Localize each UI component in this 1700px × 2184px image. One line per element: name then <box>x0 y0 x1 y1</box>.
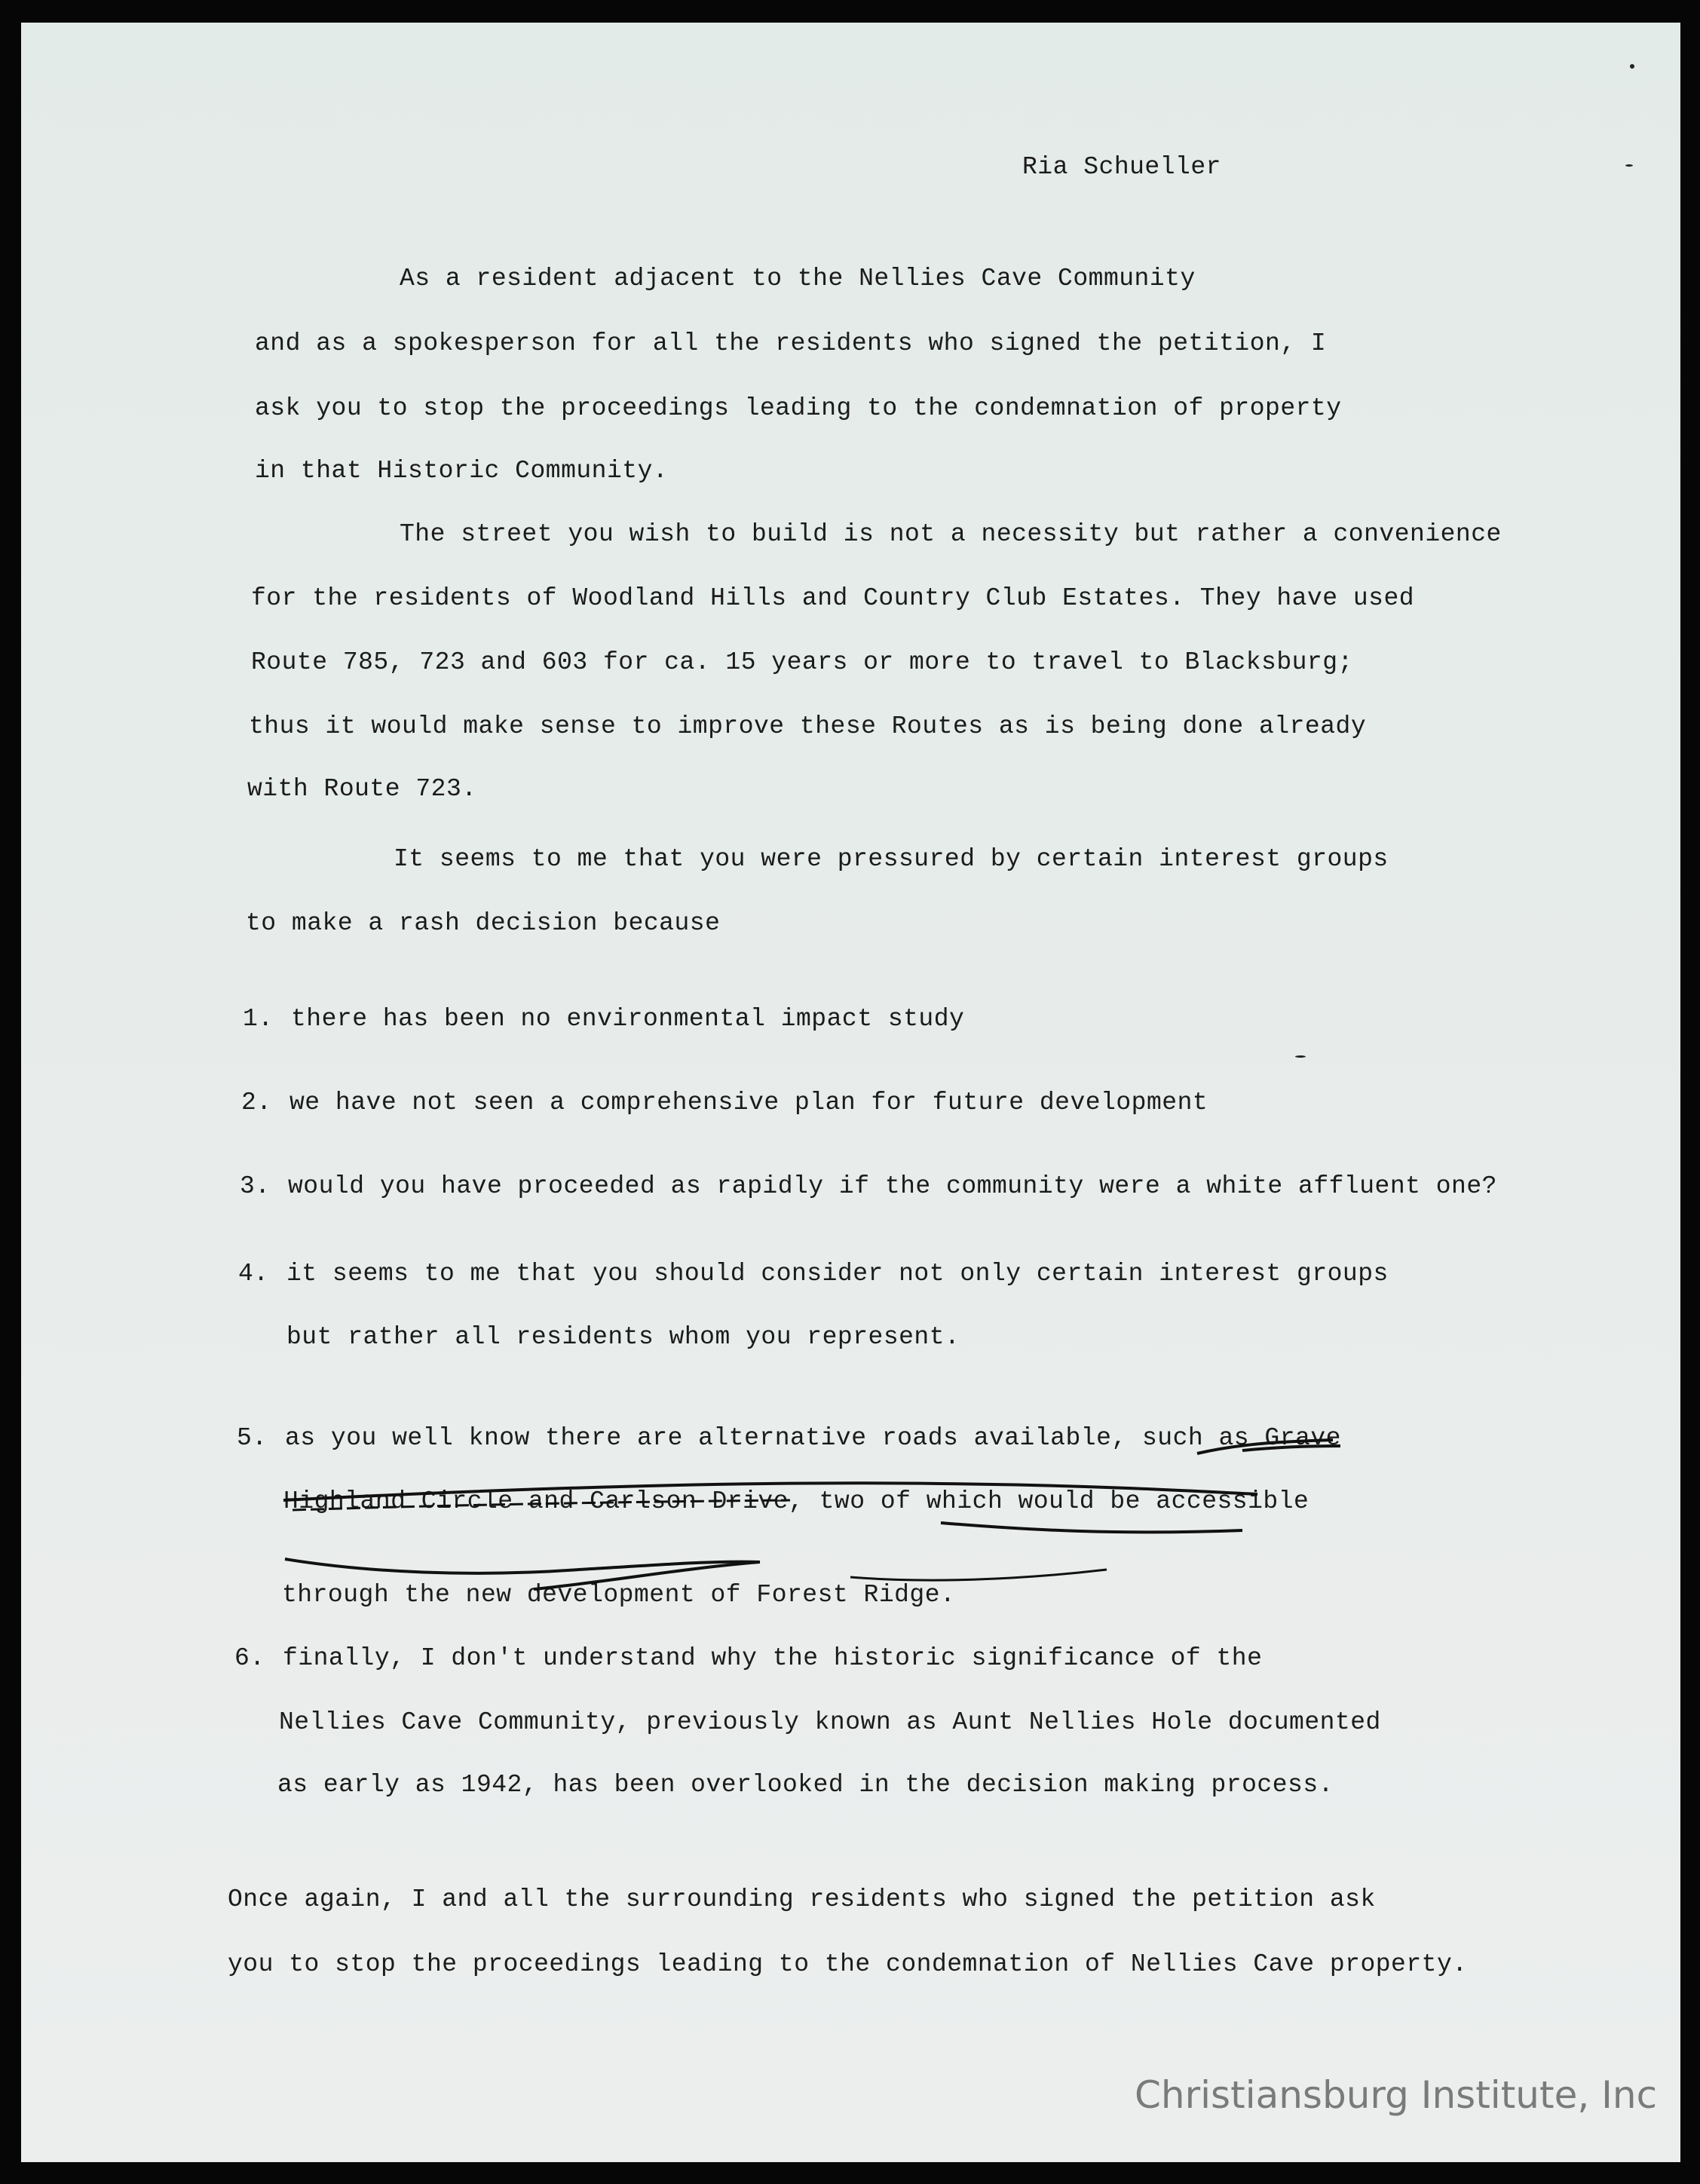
list-number: 3. <box>240 1172 271 1200</box>
letter-page <box>21 23 1680 2162</box>
list-item <box>234 1643 1262 1674</box>
paper-speck <box>1295 1055 1306 1058</box>
paper-speck <box>1630 64 1634 69</box>
paragraph-2-line: with Route 723. <box>247 775 477 803</box>
list-item <box>241 1088 1208 1118</box>
paragraph-2-line: thus it would make sense to improve these Routes as is being done already <box>249 712 1367 740</box>
closing-line: you to stop the proceedings leading to the condemnation of Nellies Cave property. <box>228 1950 1468 1978</box>
paragraph-2-line: The street you wish to build is not a necessity but rather a convenience <box>400 520 1502 548</box>
list-number: 6. <box>234 1644 265 1672</box>
paragraph-2-line: for the residents of Woodland Hills and Country Club Estates. They have used <box>251 584 1415 612</box>
list-number: 1. <box>243 1005 274 1033</box>
list-item-continuation: as early as 1942, has been overlooked in the decision making process. <box>277 1771 1334 1799</box>
paragraph-2-line: Route 785, 723 and 603 for ca. 15 years or more to travel to Blacksburg; <box>251 648 1353 676</box>
paragraph-1-line: As a resident adjacent to the Nellies Cave Community <box>400 265 1196 293</box>
list-item-continuation: but rather all residents whom you represent. <box>286 1323 960 1351</box>
author-name: Ria Schueller <box>1022 153 1221 181</box>
list-text: we have not seen a comprehensive plan for future development <box>289 1089 1208 1117</box>
list-text: there has been no environmental impact study <box>291 1005 965 1033</box>
list-number: 2. <box>241 1089 272 1117</box>
list-item-continuation: Nellies Cave Community, previously known as Aunt Nellies Hole documented <box>279 1708 1381 1736</box>
paragraph-1-line: and as a spokesperson for all the residents who signed the petition, I <box>255 329 1327 357</box>
list-text: finally, I don't understand why the historic significance of the <box>283 1644 1263 1672</box>
list-number: 4. <box>238 1260 269 1288</box>
struck-through-line: through the new development of Forest Ridge. <box>282 1581 956 1609</box>
paragraph-1-line: ask you to stop the proceedings leading to the condemnation of property <box>255 394 1342 422</box>
paragraph-3-line: It seems to me that you were pressured by certain interest groups <box>394 845 1389 873</box>
list-item <box>240 1172 1497 1202</box>
closing-line: Once again, I and all the surrounding residents who signed the petition ask <box>228 1885 1376 1913</box>
list-text: would you have proceeded as rapidly if the community were a white affluent one? <box>288 1172 1497 1200</box>
list-item <box>243 1004 964 1034</box>
paragraph-1-line: in that Historic Community. <box>255 457 669 485</box>
paragraph-3-line: to make a rash decision because <box>246 909 721 937</box>
struck-through-line: Highland Circle and Carlson Drive, two of which would be accessible <box>283 1487 1309 1515</box>
list-text: as you well know there are alternative roads available, such as Grave <box>285 1424 1341 1452</box>
list-number: 5. <box>237 1424 268 1452</box>
list-item <box>238 1259 1389 1289</box>
archive-watermark: Christiansburg Institute, Inc <box>1135 2073 1658 2117</box>
paper-speck <box>1625 164 1633 167</box>
list-text: it seems to me that you should consider not only certain interest groups <box>286 1260 1389 1288</box>
list-item <box>237 1423 1341 1453</box>
